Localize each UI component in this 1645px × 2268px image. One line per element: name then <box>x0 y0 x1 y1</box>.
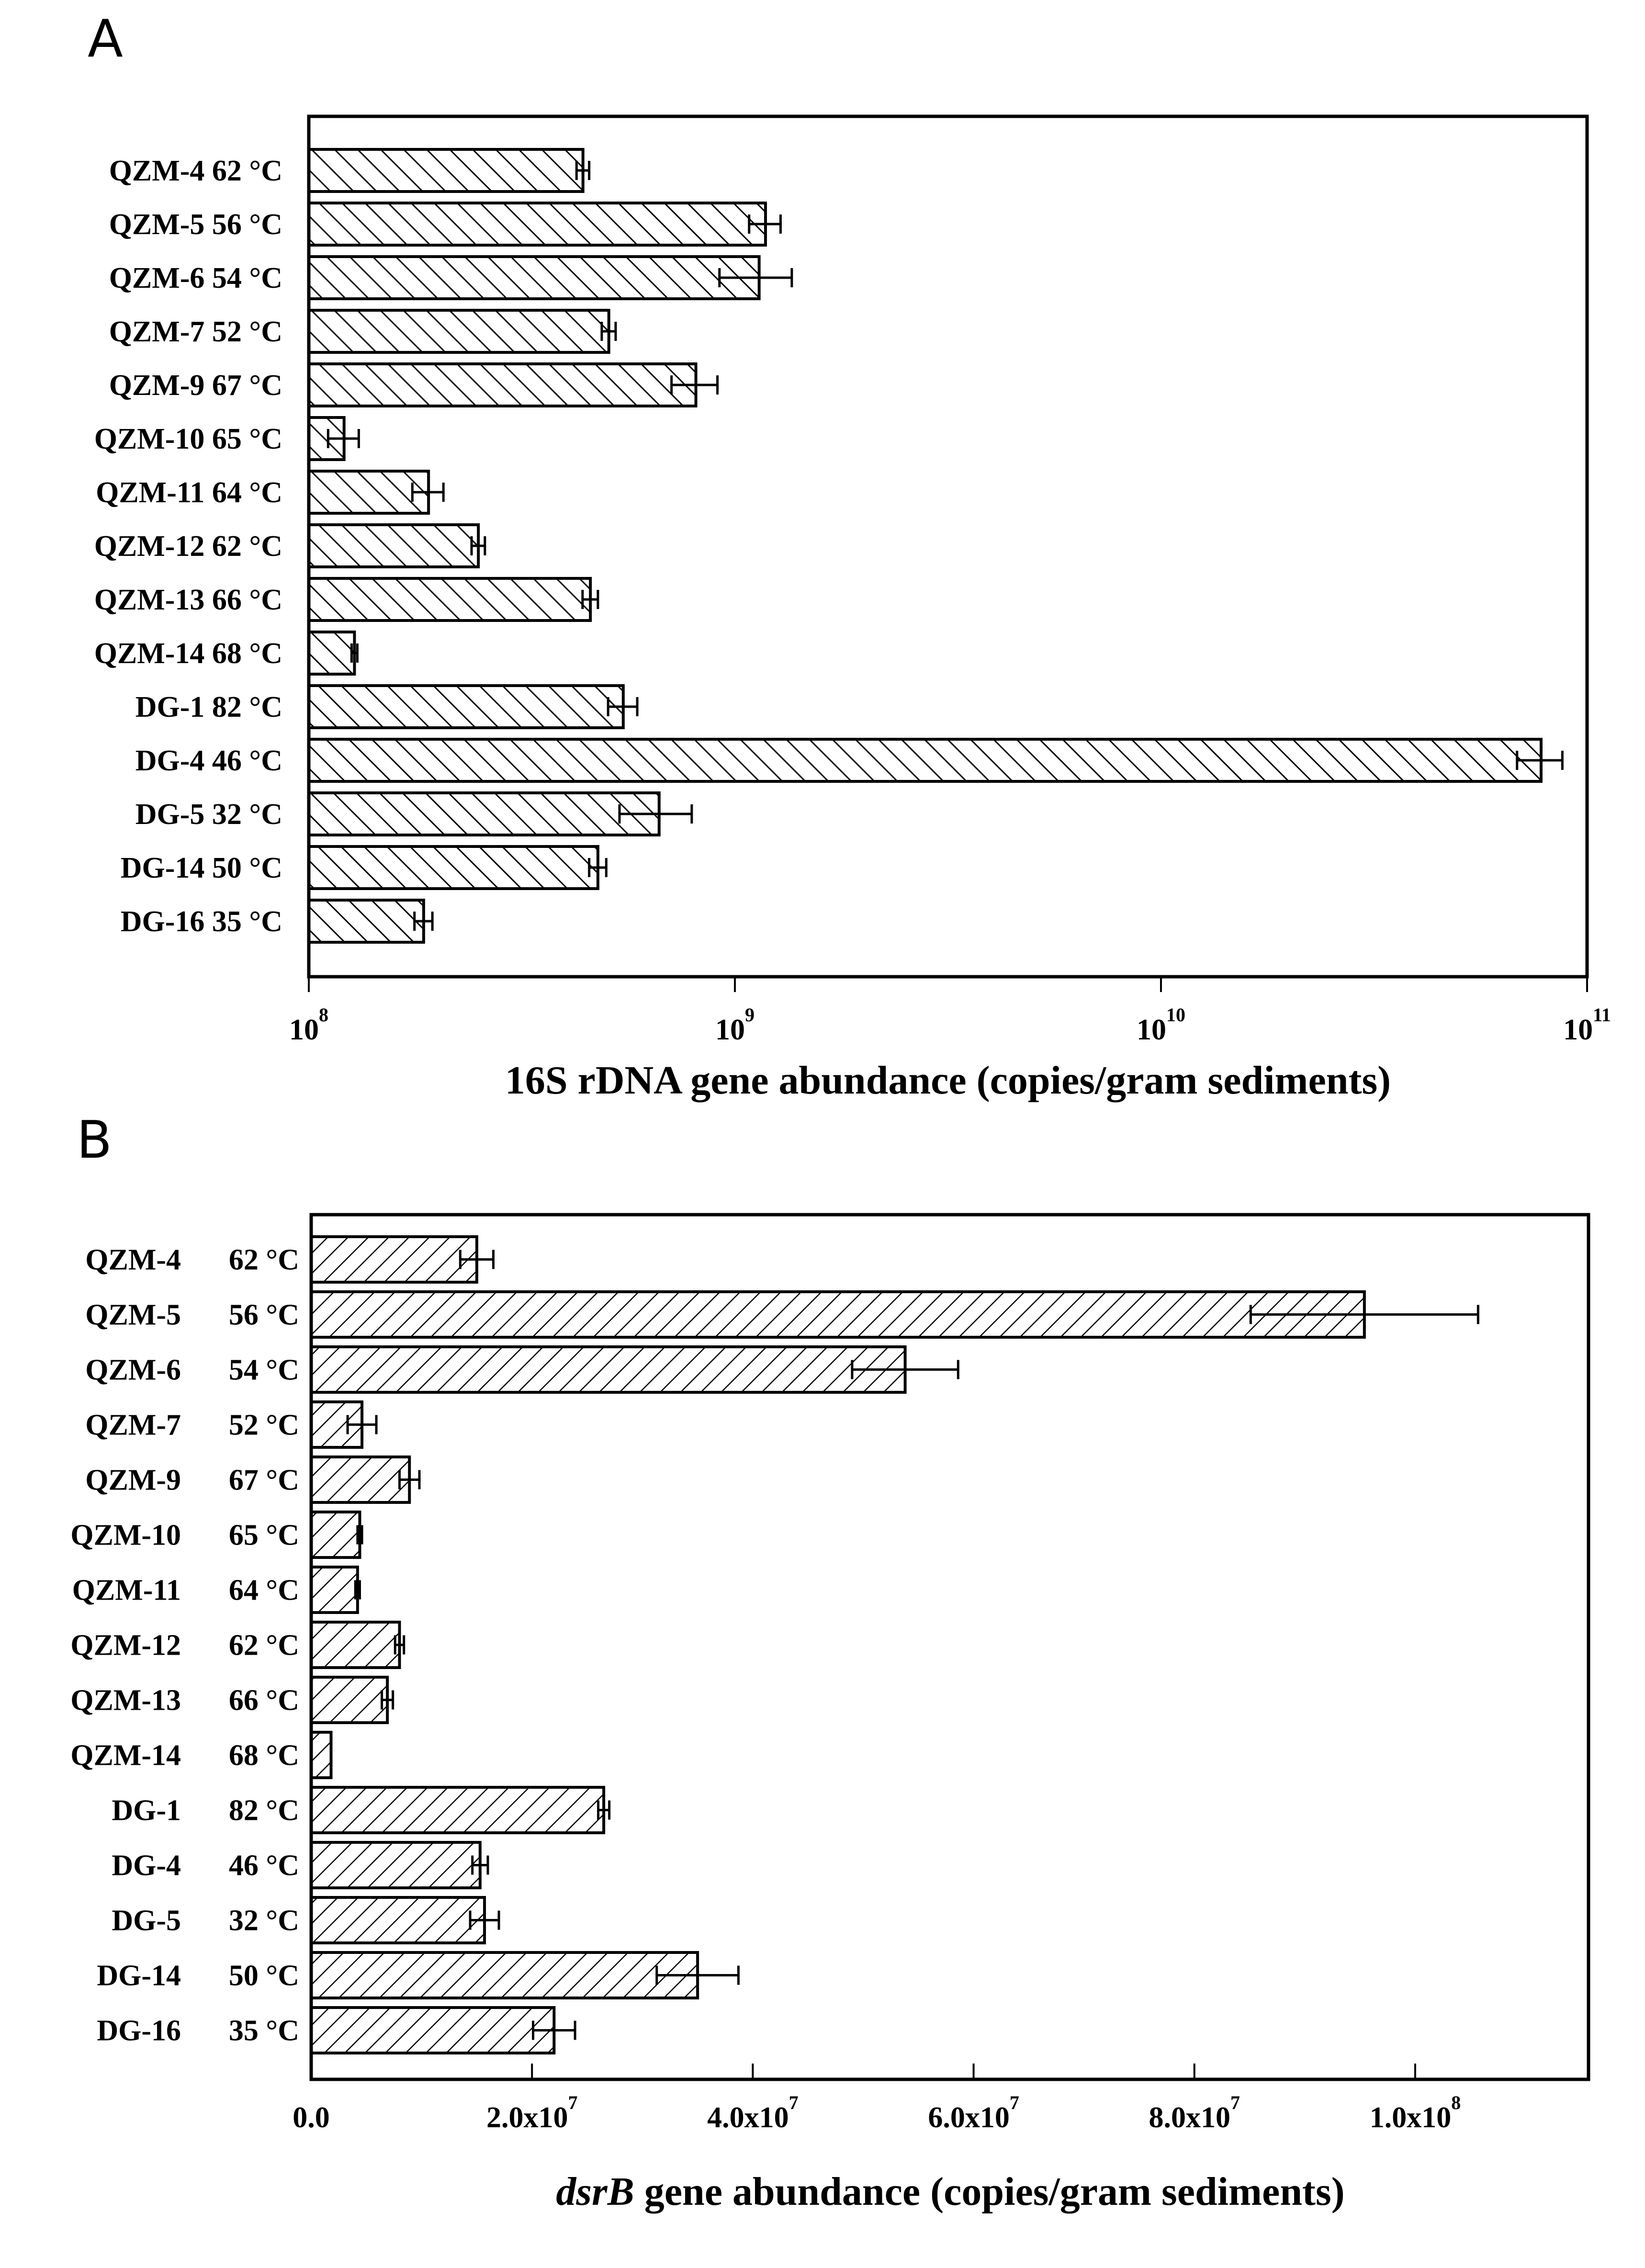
bar-rect <box>309 739 1541 781</box>
bar-rect <box>311 1512 360 1557</box>
tick-label: $10^9$ <box>715 1004 755 1046</box>
panel-a-category-labels <box>94 155 282 938</box>
category-label: DG-4 46 °C <box>135 745 282 777</box>
panel-a-x-axis-title-text: 16S rDNA gene abundance (copies/gram sediments) <box>505 1058 1391 1103</box>
bar-rect <box>309 578 590 621</box>
category-label: QZM-5 56 °C <box>109 208 282 241</box>
category-label: DG-16 35 °C <box>120 905 282 938</box>
temperature-label: 50 °C <box>228 1959 299 1992</box>
bar-rect <box>311 1237 477 1282</box>
temperature-label: 56 °C <box>228 1298 299 1331</box>
temperature-label: 54 °C <box>228 1354 299 1387</box>
bar-dg-4 <box>309 739 1562 781</box>
temperature-label: 68 °C <box>228 1739 299 1772</box>
site-label: QZM-5 <box>85 1298 181 1331</box>
bar-rect <box>311 1347 905 1392</box>
bar-dg-16 <box>311 2008 575 2053</box>
bar-rect <box>311 1292 1364 1337</box>
bar-dg-1 <box>311 1787 609 1833</box>
bar-rect <box>309 203 766 245</box>
temperature-label: 66 °C <box>228 1684 299 1717</box>
category-label: DG-14 50 °C <box>120 852 282 884</box>
site-label: DG-5 <box>112 1904 181 1937</box>
bar-rect <box>311 1457 409 1502</box>
panel-a-16s-rdna-chart <box>88 9 1611 1103</box>
site-label: DG-1 <box>112 1794 181 1827</box>
category-label: QZM-12 62 °C <box>94 530 282 563</box>
bar-qzm-10 <box>311 1512 362 1557</box>
panel-b-x-axis-title-text: gene abundance (copies/gram sediments) <box>634 2169 1345 2214</box>
bar-qzm-9 <box>309 364 718 406</box>
bar-qzm-14 <box>309 632 357 674</box>
bar-qzm-12 <box>309 525 485 567</box>
bar-qzm-6 <box>311 1347 958 1392</box>
site-label: DG-16 <box>97 2014 181 2047</box>
site-label: DG-14 <box>97 1959 181 1992</box>
category-label: QZM-11 64 °C <box>96 476 282 509</box>
bar-qzm-13 <box>311 1677 393 1723</box>
site-label: QZM-4 <box>85 1243 181 1276</box>
bar-rect <box>309 686 623 728</box>
bar-qzm-6 <box>309 257 792 299</box>
bar-dg-14 <box>309 846 606 889</box>
panel-letter-a: A <box>88 9 123 69</box>
panel-a-x-axis-title <box>505 1058 1391 1103</box>
site-label: QZM-7 <box>85 1409 181 1442</box>
temperature-label: 62 °C <box>228 1243 299 1276</box>
bar-qzm-12 <box>311 1622 404 1668</box>
site-label: QZM-13 <box>70 1684 181 1717</box>
bar-qzm-11 <box>309 471 443 513</box>
category-label: QZM-7 52 °C <box>109 316 282 348</box>
bar-qzm-4 <box>311 1237 493 1282</box>
bar-rect <box>309 149 583 192</box>
category-label: QZM-9 67 °C <box>109 369 282 402</box>
panel-b-bars <box>311 1237 1478 2053</box>
bar-rect <box>311 1677 387 1723</box>
category-label: QZM-10 65 °C <box>94 423 282 455</box>
bar-qzm-5 <box>311 1292 1478 1337</box>
panel-b-x-axis-title <box>556 2169 1344 2214</box>
bar-qzm-7 <box>311 1402 376 1447</box>
bar-qzm-13 <box>309 578 598 621</box>
temperature-label: 67 °C <box>228 1464 299 1497</box>
tick-label: $1.0x10^8$ <box>1369 2092 1461 2134</box>
bar-dg-16 <box>309 900 432 942</box>
panel-b-x-axis-title-italic: dsrB <box>556 2169 634 2214</box>
site-label: QZM-14 <box>70 1739 181 1772</box>
bar-rect <box>309 846 598 889</box>
temperature-label: 62 °C <box>228 1629 299 1662</box>
bar-dg-5 <box>309 793 692 835</box>
bar-rect <box>311 1732 331 1778</box>
site-label: QZM-9 <box>85 1464 181 1497</box>
temperature-label: 65 °C <box>228 1519 299 1552</box>
panel-b-plot-frame <box>311 1215 1589 2079</box>
category-label: DG-5 32 °C <box>135 798 282 831</box>
temperature-label: 82 °C <box>228 1794 299 1827</box>
bar-qzm-5 <box>309 203 780 245</box>
bar-qzm-10 <box>309 417 359 460</box>
panel-b-dsrb-chart <box>70 1110 1589 2214</box>
panel-b-category-labels <box>70 1244 299 2047</box>
tick-label: $8.0x10^7$ <box>1149 2092 1240 2134</box>
panel-a-x-axis-ticks <box>289 977 1611 1046</box>
category-label: QZM-13 66 °C <box>94 584 282 616</box>
tick-label: $6.0x10^7$ <box>928 2092 1019 2134</box>
site-label: QZM-6 <box>85 1354 181 1387</box>
category-label: DG-1 82 °C <box>135 691 282 723</box>
bar-rect <box>309 364 696 406</box>
tick-label: $10^{10}$ <box>1137 1004 1185 1046</box>
tick-label: $2.0x10^7$ <box>486 2092 578 2134</box>
bar-rect <box>311 1622 399 1668</box>
tick-label: $4.0x10^7$ <box>707 2092 799 2134</box>
bar-qzm-7 <box>309 310 616 352</box>
bar-rect <box>309 793 659 835</box>
panel-b-x-axis-ticks <box>293 2064 1461 2134</box>
site-label: QZM-12 <box>70 1629 181 1662</box>
tick-label: $10^{11}$ <box>1563 1004 1611 1046</box>
bar-qzm-14 <box>311 1732 331 1778</box>
bar-rect <box>309 632 354 674</box>
bar-qzm-9 <box>311 1457 419 1502</box>
bar-dg-5 <box>311 1897 499 1943</box>
bar-rect <box>309 310 609 352</box>
site-label: QZM-11 <box>72 1574 181 1607</box>
temperature-label: 32 °C <box>228 1904 299 1937</box>
bar-rect <box>311 2008 554 2053</box>
tick-label: 0.0 <box>293 2101 330 2134</box>
panel-a-bars <box>309 149 1562 942</box>
bar-dg-14 <box>311 1952 738 1998</box>
temperature-label: 64 °C <box>228 1574 299 1607</box>
category-label: QZM-14 68 °C <box>94 637 282 670</box>
bar-qzm-4 <box>309 149 589 192</box>
bar-rect <box>309 471 428 513</box>
site-label: DG-4 <box>112 1849 181 1882</box>
bar-rect <box>311 1787 604 1833</box>
site-label: QZM-10 <box>70 1519 181 1552</box>
tick-label: $10^8$ <box>289 1004 328 1046</box>
bar-dg-4 <box>311 1842 488 1888</box>
bar-rect <box>311 1897 484 1943</box>
bar-rect <box>311 1567 358 1613</box>
temperature-label: 52 °C <box>228 1409 299 1442</box>
bar-rect <box>309 257 759 299</box>
bar-dg-1 <box>309 686 637 728</box>
bar-qzm-11 <box>311 1567 360 1613</box>
category-label: QZM-6 54 °C <box>109 262 282 294</box>
panel-letter-b: B <box>77 1110 113 1170</box>
category-label: QZM-4 62 °C <box>109 155 282 187</box>
temperature-label: 46 °C <box>228 1849 299 1882</box>
bar-rect <box>309 900 424 942</box>
bar-rect <box>309 525 478 567</box>
temperature-label: 35 °C <box>228 2014 299 2047</box>
bar-rect <box>311 1952 698 1998</box>
bar-rect <box>311 1842 480 1888</box>
